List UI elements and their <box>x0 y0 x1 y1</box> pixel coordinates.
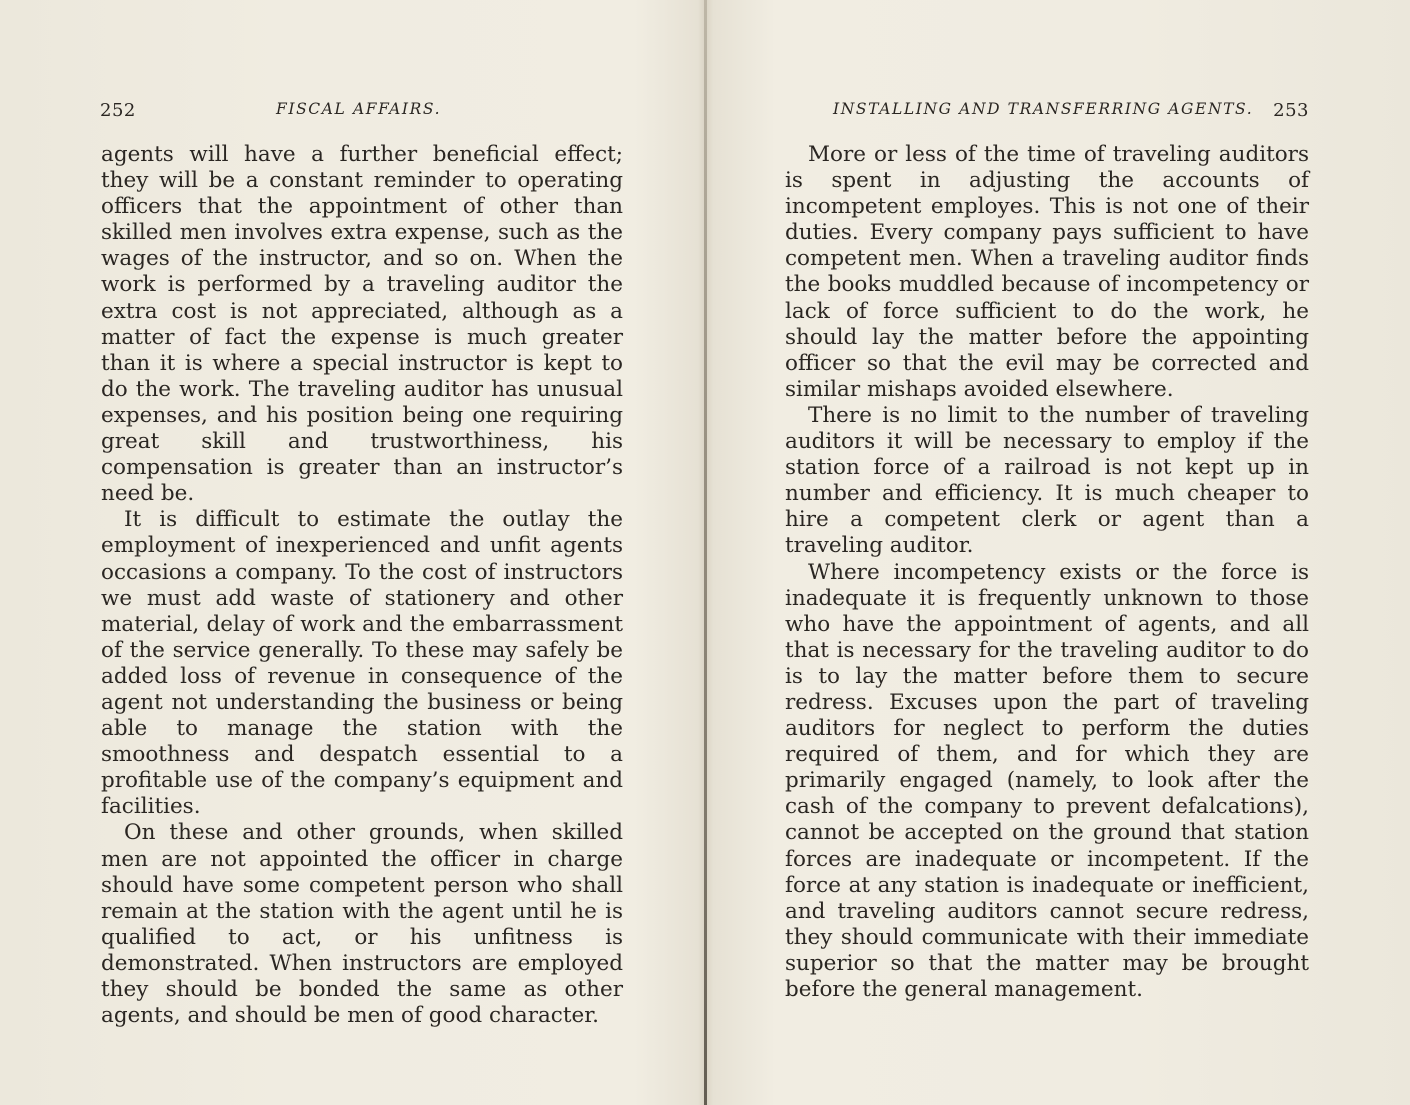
left-running-head <box>100 100 620 124</box>
right-paragraph-3: Where incompetency exists or the force is inadequate it is frequently unknown to those who have the appointment of agents, and all that is necessary for the traveling auditor to do is to lay the matter before them to secure redress. Excuses upon the part of traveling auditors for neglect to perform the duties required of them, and for which they are primarily engaged (namely, to look after the cash of the company to prevent defalcations), cannot be accepted on the ground that station forces are inadequate or incompetent. If the force at any station is inadequate or inefficient, and traveling auditors cannot secure redress, they should communicate with their immediate superior so that the matter may be brought before the general management. <box>785 559 1309 1002</box>
right-paragraph-2: There is no limit to the number of traveling auditors it will be necessary to employ if the station force of a railroad is not kept up in number and efficiency. It is much cheaper to hire a competent clerk or agent than a traveling auditor. <box>785 402 1309 559</box>
left-paragraph-1: agents will have a further beneficial effect; they will be a constant reminder to operating officers that the appointment of other than skilled men involves extra expense, such as the wages of the instructor, and so on. When the work is performed by a traveling auditor the extra cost is not appreciated, although as a matter of fact the expense is much greater than it is where a special instructor is kept to do the work. The traveling auditor has unusual expenses, and his position being one requiring great skill and trustworthiness, his compensation is greater than an instructor’s need be. <box>101 142 623 507</box>
left-paragraph-3: On these and other grounds, when skilled men are not appointed the officer in charge should have some competent person who shall remain at the station with the agent until he is qualified to act, or his unfitness is demonstrated. When instructors are employed they should be bonded the same as other agents, and should be men of good character. <box>101 820 623 1029</box>
left-page-number: 252 <box>100 100 136 121</box>
left-running-head-title: FISCAL AFFAIRS. <box>276 100 442 118</box>
right-text-block <box>785 142 1309 1003</box>
right-paragraph-1: More or less of the time of traveling auditors is spent in adjusting the accounts of incompetent employes. This is not one of their duties. Every company pays sufficient to have competent men. When a traveling auditor finds the books muddled because of incompetency or lack of force sufficient to do the work, he should lay the matter before the appointing officer so that the evil may be corrected and similar mishaps avoided elsewhere. <box>785 142 1309 402</box>
right-page <box>705 0 1410 1105</box>
right-page-number: 253 <box>1273 100 1309 121</box>
left-paragraph-2: It is difficult to estimate the outlay the employment of inexperienced and unfit agents occasions a company. To the cost of instructors we must add waste of stationery and other material, delay of work and the embarrassment of the service generally. To these may safely be added loss of revenue in consequence of the agent not understanding the business or being able to manage the station with the smoothness and despatch essential to a profitable use of the company’s equipment and facilities. <box>101 507 623 820</box>
right-running-head <box>833 100 1309 124</box>
right-running-head-title: INSTALLING AND TRANSFERRING AGENTS. <box>833 100 1254 118</box>
left-text-block <box>101 142 623 1029</box>
